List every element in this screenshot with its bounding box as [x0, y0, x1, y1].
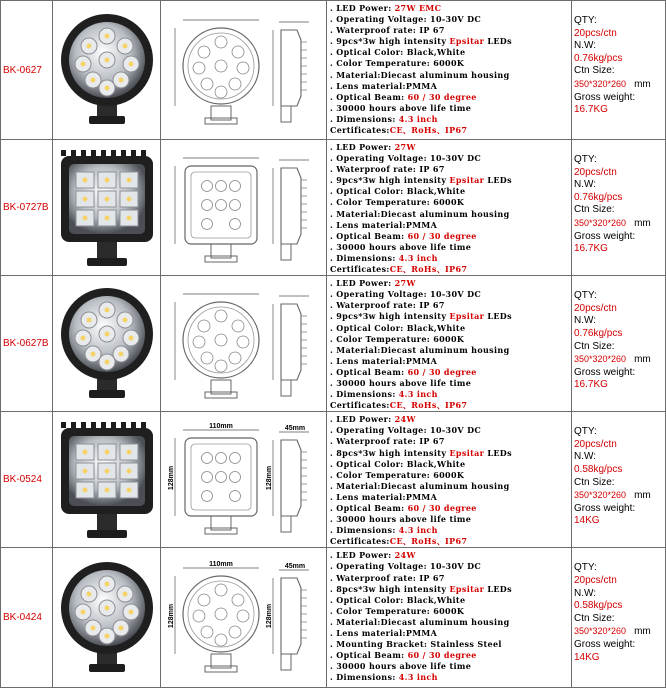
packing-info	[572, 140, 666, 276]
spec-line	[330, 36, 571, 47]
spec-line	[330, 561, 571, 572]
spec-label: . Material:Diecast aluminum housing	[330, 69, 510, 80]
qty-label: QTY:	[574, 154, 597, 165]
spec-value: 24W	[394, 414, 416, 425]
qty-value: 20pcs/ctn	[574, 302, 617, 314]
spec-suffix: LEDs	[484, 175, 512, 186]
gross-weight-label: Gross weight:	[574, 366, 636, 378]
spec-label: . Dimensions:	[330, 113, 399, 124]
spec-line	[330, 264, 571, 275]
spec-value: CE、RoHs、IP67	[389, 125, 468, 136]
carton-size-line	[574, 489, 665, 503]
spec-line	[330, 389, 571, 400]
spec-line	[330, 639, 571, 650]
spec-line	[330, 209, 571, 220]
gross-weight-value: 16.7KG	[574, 243, 608, 255]
spec-line	[330, 164, 571, 175]
spec-line	[330, 311, 571, 322]
spec-line	[330, 175, 571, 186]
dimension-height-label: 128mm	[167, 603, 175, 628]
spec-label: . Lens material:PMMA	[330, 491, 438, 502]
net-weight-label: N.W:	[574, 451, 597, 463]
spec-line	[330, 231, 571, 242]
spec-label: Certificates:	[330, 264, 390, 275]
spec-label: . Lens material:PMMA	[330, 219, 438, 230]
spec-value: 27W	[394, 142, 416, 152]
spec-label: . Waterproof rate: IP 67	[330, 25, 445, 36]
carton-size-line	[574, 78, 665, 92]
spec-label: . Waterproof rate: IP 67	[330, 164, 445, 175]
qty-value: 20pcs/ctn	[574, 166, 617, 178]
spec-label: . Material:Diecast aluminum housing	[330, 344, 510, 355]
qty-label: QTY:	[574, 290, 597, 302]
net-weight-value: 0.76kg/pcs	[574, 327, 623, 339]
spec-line	[330, 525, 571, 536]
spec-value: Epsitar	[449, 175, 485, 186]
spec-line	[330, 550, 571, 561]
spec-label: . 9pcs*3w high intensity	[330, 175, 450, 186]
spec-line	[330, 220, 571, 231]
spec-label: Certificates:	[330, 400, 390, 411]
spec-line	[330, 617, 571, 628]
spec-value: CE、RoHs、IP67	[389, 400, 468, 411]
qty-value: 20pcs/ctn	[574, 574, 617, 586]
model-number: BK-0627	[1, 1, 53, 140]
technical-drawing	[161, 548, 327, 688]
carton-size-unit: mm	[634, 217, 651, 229]
spec-label: . Material:Diecast aluminum housing	[330, 480, 510, 491]
model-number: BK-0424	[1, 548, 53, 688]
spec-line	[330, 584, 571, 595]
spec-line	[330, 345, 571, 356]
product-row	[1, 1, 666, 140]
gross-weight-label: Gross weight:	[574, 230, 636, 242]
spec-list	[327, 548, 572, 688]
net-weight-value: 0.58kg/pcs	[574, 600, 623, 612]
spec-line	[330, 436, 571, 447]
net-weight-value: 0.76kg/pcs	[574, 191, 623, 203]
spec-line	[330, 448, 571, 459]
spec-label: . 9pcs*3w high intensity	[330, 311, 450, 322]
carton-size-unit: mm	[634, 354, 651, 366]
spec-line	[330, 334, 571, 345]
spec-label: . Optical Color: Black,White	[330, 458, 466, 469]
spec-label: . Operating Voltage: 10-30V DC	[330, 561, 482, 572]
spec-line	[330, 628, 571, 639]
spec-label: . Optical Color: Black,White	[330, 47, 466, 58]
spec-label: . 8pcs*3w high intensity	[330, 447, 450, 458]
spec-label: . Optical Beam:	[330, 503, 408, 513]
spec-label: . Waterproof rate: IP 67	[330, 572, 445, 583]
spec-suffix: LEDs	[484, 583, 512, 594]
spec-line	[330, 492, 571, 503]
spec-line	[330, 378, 571, 389]
spec-line	[330, 650, 571, 661]
qty-label: QTY:	[574, 562, 597, 574]
model-number: BK-0727B	[1, 140, 53, 276]
spec-label: . Waterproof rate: IP 67	[330, 300, 445, 311]
qty-value: 20pcs/ctn	[574, 27, 617, 39]
spec-line	[330, 25, 571, 36]
spec-label: . Material:Diecast aluminum housing	[330, 616, 510, 627]
spec-label: Certificates:	[330, 125, 390, 136]
spec-line	[330, 573, 571, 584]
packing-info	[572, 412, 666, 548]
carton-size-value: 350*320*260	[574, 490, 627, 501]
carton-size-line	[574, 353, 665, 367]
spec-line	[330, 536, 571, 547]
product-photo	[53, 412, 161, 548]
spec-list	[327, 276, 572, 412]
gross-weight-value: 14KG	[574, 651, 600, 663]
spec-label: . LED Power:	[330, 278, 395, 289]
spec-value: 4.3 inch	[398, 672, 438, 683]
packing-info	[572, 276, 666, 412]
spec-label: Certificates:	[330, 536, 390, 547]
spec-label: . 30000 hours above life time	[330, 377, 472, 388]
dimension-depth-label: 45mm	[284, 424, 305, 432]
spec-line	[330, 92, 571, 103]
carton-size-label: Ctn Size:	[574, 612, 615, 624]
spec-line	[330, 595, 571, 606]
spec-line	[330, 47, 571, 58]
spec-label: . Mounting Bracket: Stainless Steel	[330, 639, 502, 650]
product-photo	[53, 276, 161, 412]
spec-line	[330, 470, 571, 481]
spec-label: . Optical Color: Black,White	[330, 594, 466, 605]
dimension-height-label-side: 128mm	[265, 465, 273, 490]
spec-list	[327, 140, 572, 276]
spec-label: . Dimensions:	[330, 525, 399, 536]
spec-label: . Color Temperature: 6000K	[330, 469, 465, 480]
spec-line	[330, 400, 571, 411]
spec-line	[330, 300, 571, 311]
spec-value: 27W EMC	[394, 3, 442, 13]
carton-size-label: Ctn Size:	[574, 65, 615, 77]
spec-line	[330, 278, 571, 289]
spec-value: 4.3 inch	[398, 113, 438, 124]
carton-size-value: 350*320*260	[574, 354, 627, 365]
spec-suffix: LEDs	[484, 447, 512, 458]
technical-drawing	[161, 140, 327, 276]
spec-label: . Optical Beam:	[330, 91, 408, 102]
product-photo	[53, 548, 161, 688]
spec-label: . Optical Beam:	[330, 230, 408, 241]
product-row	[1, 548, 666, 688]
spec-line	[330, 81, 571, 92]
spec-label: . 30000 hours above life time	[330, 661, 472, 672]
spec-line	[330, 58, 571, 69]
carton-size-line	[574, 625, 665, 639]
spec-label: . Material:Diecast aluminum housing	[330, 208, 510, 219]
spec-label: . LED Power:	[330, 142, 395, 152]
spec-value: CE、RoHs、IP67	[389, 264, 468, 275]
carton-size-label: Ctn Size:	[574, 204, 615, 216]
spec-value: 4.3 inch	[398, 252, 438, 263]
net-weight-value: 0.58kg/pcs	[574, 464, 623, 476]
spec-label: . Dimensions:	[330, 252, 399, 263]
spec-value: 60 / 30 degree	[407, 503, 477, 513]
gross-weight-label: Gross weight:	[574, 638, 636, 650]
spec-line	[330, 153, 571, 164]
technical-drawing	[161, 276, 327, 412]
spec-line	[330, 414, 571, 425]
spec-label: . 30000 hours above life time	[330, 102, 472, 113]
net-weight-label: N.W:	[574, 315, 597, 327]
product-row	[1, 140, 666, 276]
model-number: BK-0524	[1, 412, 53, 548]
spec-label: . Lens material:PMMA	[330, 355, 438, 366]
gross-weight-value: 16.7KG	[574, 379, 608, 391]
spec-value: Epsitar	[449, 311, 485, 322]
spec-label: . Dimensions:	[330, 672, 399, 683]
dimension-height-label-side: 128mm	[265, 603, 273, 628]
spec-line	[330, 672, 571, 683]
spec-label: . 30000 hours above life time	[330, 514, 472, 525]
gross-weight-value: 16.7KG	[574, 104, 608, 116]
spec-value: Epsitar	[449, 36, 485, 47]
spec-line	[330, 242, 571, 253]
spec-line	[330, 289, 571, 300]
spec-list	[327, 412, 572, 548]
gross-weight-value: 14KG	[574, 515, 600, 527]
spec-line	[330, 253, 571, 264]
packing-info	[572, 548, 666, 688]
spec-label: . Optical Beam:	[330, 366, 408, 377]
spec-line	[330, 356, 571, 367]
spec-line	[330, 514, 571, 525]
spec-line	[330, 459, 571, 470]
spec-line	[330, 186, 571, 197]
spec-label: . Dimensions:	[330, 389, 399, 400]
net-weight-value: 0.76kg/pcs	[574, 52, 623, 64]
gross-weight-label: Gross weight:	[574, 91, 636, 103]
gross-weight-label: Gross weight:	[574, 502, 636, 514]
spec-value: 4.3 inch	[398, 525, 438, 536]
spec-line	[330, 323, 571, 334]
spec-suffix: LEDs	[484, 311, 512, 322]
spec-label: . Optical Color: Black,White	[330, 186, 466, 197]
spec-value: 60 / 30 degree	[407, 91, 477, 102]
spec-value: 4.3 inch	[398, 389, 438, 400]
spec-label: . Operating Voltage: 10-30V DC	[330, 425, 482, 436]
spec-label: . Lens material:PMMA	[330, 628, 438, 639]
net-weight-label: N.W:	[574, 40, 597, 52]
spec-value: 60 / 30 degree	[407, 366, 477, 377]
product-photo	[53, 1, 161, 140]
product-photo	[53, 140, 161, 276]
spec-suffix: LEDs	[484, 36, 512, 47]
spec-line	[330, 142, 571, 153]
spec-list	[327, 1, 572, 140]
spec-label: . Color Temperature: 6000K	[330, 605, 465, 616]
dimension-width-label: 110mm	[208, 422, 233, 430]
spec-line	[330, 70, 571, 81]
spec-line	[330, 606, 571, 617]
product-row	[1, 412, 666, 548]
spec-label: . 9pcs*3w high intensity	[330, 36, 450, 47]
spec-line	[330, 481, 571, 492]
spec-line	[330, 425, 571, 436]
dimension-height-label: 128mm	[167, 465, 175, 490]
spec-line	[330, 367, 571, 378]
spec-line	[330, 114, 571, 125]
spec-label: . LED Power:	[330, 550, 395, 561]
spec-label: . Lens material:PMMA	[330, 80, 438, 91]
product-row	[1, 276, 666, 412]
spec-value: Epsitar	[449, 447, 485, 458]
carton-size-label: Ctn Size:	[574, 476, 615, 488]
dimension-depth-label: 45mm	[284, 562, 305, 570]
net-weight-label: N.W:	[574, 179, 597, 191]
dimension-width-label: 110mm	[208, 560, 233, 568]
carton-size-unit: mm	[634, 490, 651, 502]
spec-line	[330, 3, 571, 14]
carton-size-label: Ctn Size:	[574, 340, 615, 352]
net-weight-label: N.W:	[574, 587, 597, 599]
technical-drawing	[161, 412, 327, 548]
qty-label: QTY:	[574, 15, 597, 26]
spec-line	[330, 197, 571, 208]
spec-label: . Color Temperature: 6000K	[330, 58, 465, 69]
carton-size-line	[574, 217, 665, 231]
carton-size-value: 350*320*260	[574, 78, 627, 89]
spec-value: 60 / 30 degree	[407, 650, 477, 661]
carton-size-unit: mm	[634, 78, 651, 90]
spec-value: Epsitar	[449, 583, 485, 594]
spec-value: CE、RoHs、IP67	[389, 536, 468, 547]
spec-value: 24W	[394, 550, 416, 561]
spec-line	[330, 503, 571, 514]
qty-value: 20pcs/ctn	[574, 438, 617, 450]
spec-label: . Color Temperature: 6000K	[330, 333, 465, 344]
spec-line	[330, 661, 571, 672]
carton-size-unit: mm	[634, 626, 651, 638]
spec-label: . Optical Color: Black,White	[330, 322, 466, 333]
spec-line	[330, 103, 571, 114]
spec-label: . Waterproof rate: IP 67	[330, 436, 445, 447]
spec-label: . Operating Voltage: 10-30V DC	[330, 153, 482, 164]
carton-size-value: 350*320*260	[574, 217, 627, 228]
spec-label: . 30000 hours above life time	[330, 241, 472, 252]
qty-label: QTY:	[574, 426, 597, 438]
spec-label: . LED Power:	[330, 3, 395, 13]
spec-line	[330, 125, 571, 136]
spec-value: 27W	[394, 278, 416, 289]
model-number: BK-0627B	[1, 276, 53, 412]
spec-value: 60 / 30 degree	[407, 230, 477, 241]
carton-size-value: 350*320*260	[574, 626, 627, 637]
spec-label: . 8pcs*3w high intensity	[330, 583, 450, 594]
technical-drawing	[161, 1, 327, 140]
packing-info	[572, 1, 666, 140]
spec-label: . Operating Voltage: 10-30V DC	[330, 14, 482, 25]
spec-label: . Color Temperature: 6000K	[330, 197, 465, 208]
spec-label: . Optical Beam:	[330, 650, 408, 661]
spec-label: . Operating Voltage: 10-30V DC	[330, 289, 482, 300]
spec-label: . LED Power:	[330, 414, 395, 425]
spec-line	[330, 14, 571, 25]
